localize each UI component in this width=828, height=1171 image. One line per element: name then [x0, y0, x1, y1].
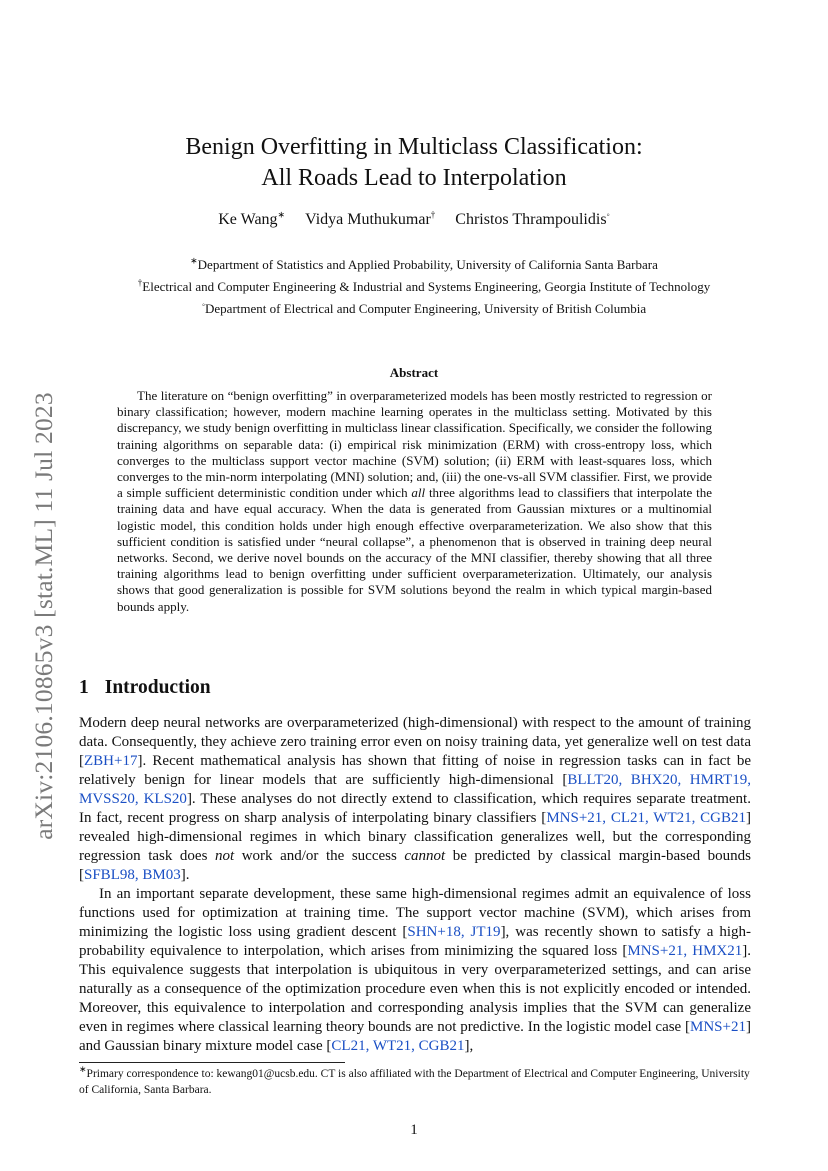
- paragraph-text: ], was recently shown to satisfy a high-probability equivalence to interpolation, which arises from minimizing the squared loss [: [79, 924, 752, 959]
- citation-link[interactable]: BLLT20, BHX20, HMRT19, MVSS20, KLS20: [79, 772, 751, 807]
- affiliation: [60, 298, 788, 320]
- abstract-part-2: three algorithms lead to classifiers that interpolate the training data and have equal accuracy. When the data is generated from Gaussian mixtures or a multinomial logistic model, this condition holds under high enough effective overparameterization. We also show that this sufficient condition is satisfied under “neural collapse”, a phenomenon that is observed in training deep neural networks. Second, we derive novel bounds on the accuracy of the MNI classifier, thereby showing that all three training algorithms lead to benign overfitting under sufficient overparameterization. Ultimately, our analysis shows that good generalization is possible for SVM solutions beyond the realm in which typical margin-based bounds apply.: [117, 485, 712, 614]
- abstract-text: [117, 388, 712, 615]
- author: [305, 211, 435, 228]
- author-mark: ◦: [606, 209, 610, 220]
- affiliation-mark: ◦: [201, 299, 206, 310]
- footnote-text: Primary correspondence to: kewang01@ucsb.edu. CT is also affiliated with the Department of Electrical and Computer Engineering, University of California, Santa Barbara.: [79, 1068, 750, 1096]
- intro-paragraph-1: [79, 714, 751, 885]
- affiliation-mark: †: [137, 277, 143, 288]
- citation-link[interactable]: MNS+21, CL21, WT21, CGB21: [546, 810, 747, 826]
- emphasis: not: [214, 848, 235, 864]
- footnote-mark: ∗: [79, 1064, 87, 1075]
- page-number: 1: [410, 1122, 418, 1138]
- section-title: Introduction: [104, 677, 211, 698]
- citation-link[interactable]: MNS+21, HMX21: [627, 943, 743, 959]
- author-name: Vidya Muthukumar: [305, 211, 431, 228]
- paragraph-text: ]. This equivalence suggests that interpolation is ubiquitous in very overparameterized settings, and can arise naturally as a consequence of the optimization procedure even when this is not explicitly encoded or intended. Moreover, this equivalence to interpolation and corresponding analysis implies that the SVM can generalize even in regimes where classical learning theory bounds are not predictive. In the logistic model case [: [79, 943, 751, 1035]
- citation-link[interactable]: CL21, WT21, CGB21: [331, 1038, 465, 1054]
- paper-title: [100, 132, 728, 194]
- paragraph-text: work and/or the success: [234, 848, 405, 864]
- citation-link[interactable]: ZBH+17: [84, 753, 138, 769]
- citation-link[interactable]: MNS+21: [690, 1019, 746, 1035]
- affiliation-text: Electrical and Computer Engineering & Industrial and Systems Engineering, Georgia Institute of Technology: [142, 279, 711, 294]
- paragraph-text: ]. These analyses do not directly extend to classification, which requires separate treatment. In fact, recent progress on sharp analysis of interpolating binary classifiers [: [79, 791, 751, 826]
- footnote-divider: [79, 1062, 345, 1063]
- citation-link[interactable]: SHN+18, JT19: [407, 924, 501, 940]
- paragraph-text: Modern deep neural networks are overparameterized (high-dimensional) with respect to the amount of training data. Consequently, they achieve zero training error even on noisy training data, yet generalize well on test data [: [79, 715, 751, 769]
- paragraph-text: ],: [464, 1038, 474, 1054]
- abstract-part-1: The literature on “benign overfitting” in overparameterized models has been mostly restricted to regression or binary classification; however, modern machine learning operates in the multiclass setting. Motivated by this discrepancy, we study benign overfitting in multiclass linear classification. Specifically, we consider the following training algorithms on separable data: (i) empirical risk minimization (ERM) with cross-entropy loss, which converges to the multiclass support vector machine (SVM) solution; (ii) ERM with least-squares loss, which converges to the min-norm interpolating (MNI) solution; and, (iii) the one-vs-all SVM classifier. First, we provide a simple sufficient deterministic condition under which: [117, 388, 712, 501]
- paragraph-text: ]. Recent mathematical analysis has shown that fitting of noise in regression tasks can in fact be relatively benign for linear models that are sufficiently high-dimensional [: [79, 753, 751, 788]
- affiliation-mark: ∗: [190, 255, 198, 266]
- author-list: [100, 211, 728, 229]
- author-mark: ∗: [277, 209, 286, 220]
- title-line-1: Benign Overfitting in Multiclass Classification:: [185, 134, 643, 160]
- affiliation: [60, 254, 788, 276]
- title-line-2: All Roads Lead to Interpolation: [261, 165, 567, 191]
- section-number: 1: [79, 677, 89, 698]
- emphasis: cannot: [404, 848, 446, 864]
- author-name: Christos Thrampoulidis: [455, 211, 607, 228]
- intro-paragraph-2: [79, 885, 751, 1056]
- author-mark: †: [430, 209, 436, 220]
- author: [218, 211, 285, 228]
- paragraph-text: ].: [180, 867, 190, 883]
- paragraph-text: In an important separate development, these same high-dimensional regimes admit an equivalence of loss functions used for optimization at training time. The support vector machine (SVM), which arises from minimizing the logistic loss using gradient descent [: [79, 886, 751, 940]
- paragraph-text: ] and Gaussian binary mixture model case [: [79, 1019, 751, 1054]
- abstract-emphasis: all: [411, 485, 426, 501]
- affiliation-text: Department of Electrical and Computer Engineering, University of British Columbia: [205, 301, 647, 316]
- arxiv-id-text: arXiv:2106.10865v3 [stat.ML] 11 Jul 2023: [29, 392, 58, 840]
- section-heading: [79, 677, 211, 699]
- affiliation-text: Department of Statistics and Applied Probability, University of California Santa Barbara: [197, 257, 658, 272]
- abstract-heading: Abstract: [389, 365, 439, 380]
- paragraph-text: ] revealed high-dimensional regimes in which binary classification generalizes well, but the corresponding regression task does: [79, 810, 752, 864]
- affiliation: [60, 276, 788, 298]
- author: [455, 211, 609, 228]
- citation-link[interactable]: SFBL98, BM03: [84, 867, 181, 883]
- footnote: [79, 1066, 751, 1098]
- paragraph-text: be predicted by classical margin-based bounds [: [79, 848, 751, 883]
- affiliation-list: [60, 254, 788, 320]
- arxiv-side-identifier: [22, 368, 66, 864]
- author-name: Ke Wang: [218, 211, 278, 228]
